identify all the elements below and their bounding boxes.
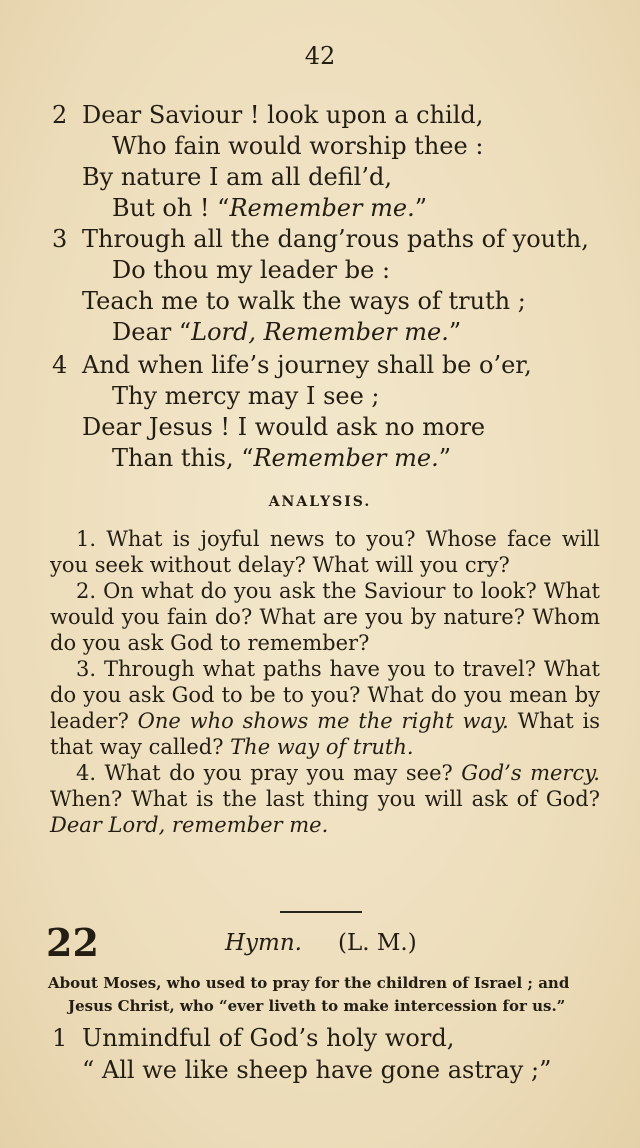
- stanza-3: [52, 224, 612, 348]
- verse-text: But oh ! “: [112, 194, 230, 222]
- stanza-number: 4: [52, 351, 68, 379]
- stanza-line: [52, 350, 612, 381]
- analysis-question-3: [50, 656, 600, 760]
- verse-text: Through all the dang’rous paths of youth,: [82, 225, 589, 253]
- stanza-line: [52, 224, 612, 255]
- hymn-number: 22: [46, 920, 99, 965]
- verse-emphasis: Remember me.: [253, 444, 439, 472]
- stanza-line: Thy mercy may I see ;: [112, 382, 380, 410]
- answer-text: The way of truth.: [230, 735, 414, 759]
- verse-text: And when life’s journey shall be o’er,: [82, 351, 532, 379]
- hymn-title: Hymn.: [225, 930, 302, 956]
- analysis-heading: ANALYSIS.: [268, 494, 372, 510]
- verse-text: ”: [448, 318, 462, 346]
- stanza-number: 2: [52, 101, 68, 129]
- subtitle-line: Jesus Christ, who “ever liveth to make intercession for us.”: [68, 997, 566, 1015]
- stanza-line: Who fain would worship thee :: [112, 132, 484, 160]
- hymn-22-stanza-1: [52, 1022, 551, 1086]
- subtitle-line: About Moses, who used to pray for the children of Israel ; and: [48, 974, 570, 992]
- answer-text: One who shows me the right way.: [137, 709, 509, 733]
- stanza-line: Dear Jesus ! I would ask no more: [82, 413, 486, 441]
- stanza-line: Do thou my leader be :: [112, 256, 391, 284]
- stanza-line: [52, 1022, 551, 1054]
- stanza-line: [52, 443, 612, 474]
- stanza-line: By nature I am all defil’d,: [82, 163, 392, 191]
- stanza-line: “ All we like sheep have gone astray ;”: [82, 1056, 552, 1084]
- verse-text: Dear Saviour ! look upon a child,: [82, 101, 484, 129]
- analysis-question-4: [50, 760, 600, 838]
- verse-text: Dear “: [112, 318, 192, 346]
- stanza-number: 3: [52, 225, 68, 253]
- stanza-number: 1: [52, 1024, 68, 1052]
- question-text: What is that way called?: [50, 709, 600, 759]
- stanza-line: Teach me to walk the ways of truth ;: [82, 287, 526, 315]
- analysis-body: [50, 526, 600, 838]
- question-text: 3. Through what paths have you to travel? What do you ask God to be to you? What do you mean by leader?: [50, 657, 600, 733]
- question-text: When? What is the last thing you will ask of God?: [50, 787, 600, 811]
- verse-text: Than this, “: [112, 444, 254, 472]
- stanza-line: [52, 193, 612, 224]
- section-divider: [280, 911, 362, 913]
- hymn-subtitle: [48, 972, 603, 1018]
- answer-text: Dear Lord, remember me.: [50, 813, 329, 837]
- question-text: 4. What do you pray you may see?: [76, 761, 453, 785]
- verse-text: Unmindful of God’s holy word,: [82, 1024, 455, 1052]
- stanza-line: [52, 317, 612, 348]
- stanza-4: [52, 350, 612, 474]
- stanza-2: [52, 100, 612, 224]
- answer-text: God’s mercy.: [461, 761, 600, 785]
- hymn-meter: (L. M.): [338, 930, 417, 956]
- verse-emphasis: Remember me.: [229, 194, 415, 222]
- page-number: 42: [304, 42, 336, 70]
- verse-text: ”: [414, 194, 427, 222]
- stanza-line: [52, 100, 612, 131]
- verse-text: ”: [438, 444, 452, 472]
- analysis-question-2: 2. On what do you ask the Saviour to look? What would you fain do? What are you by nature? Whom do you ask God to remember?: [50, 579, 600, 655]
- analysis-question-1: 1. What is joyful news to you? Whose face will you seek without delay? What will you cry?: [50, 527, 600, 577]
- verse-emphasis: Lord, Remember me.: [191, 318, 449, 346]
